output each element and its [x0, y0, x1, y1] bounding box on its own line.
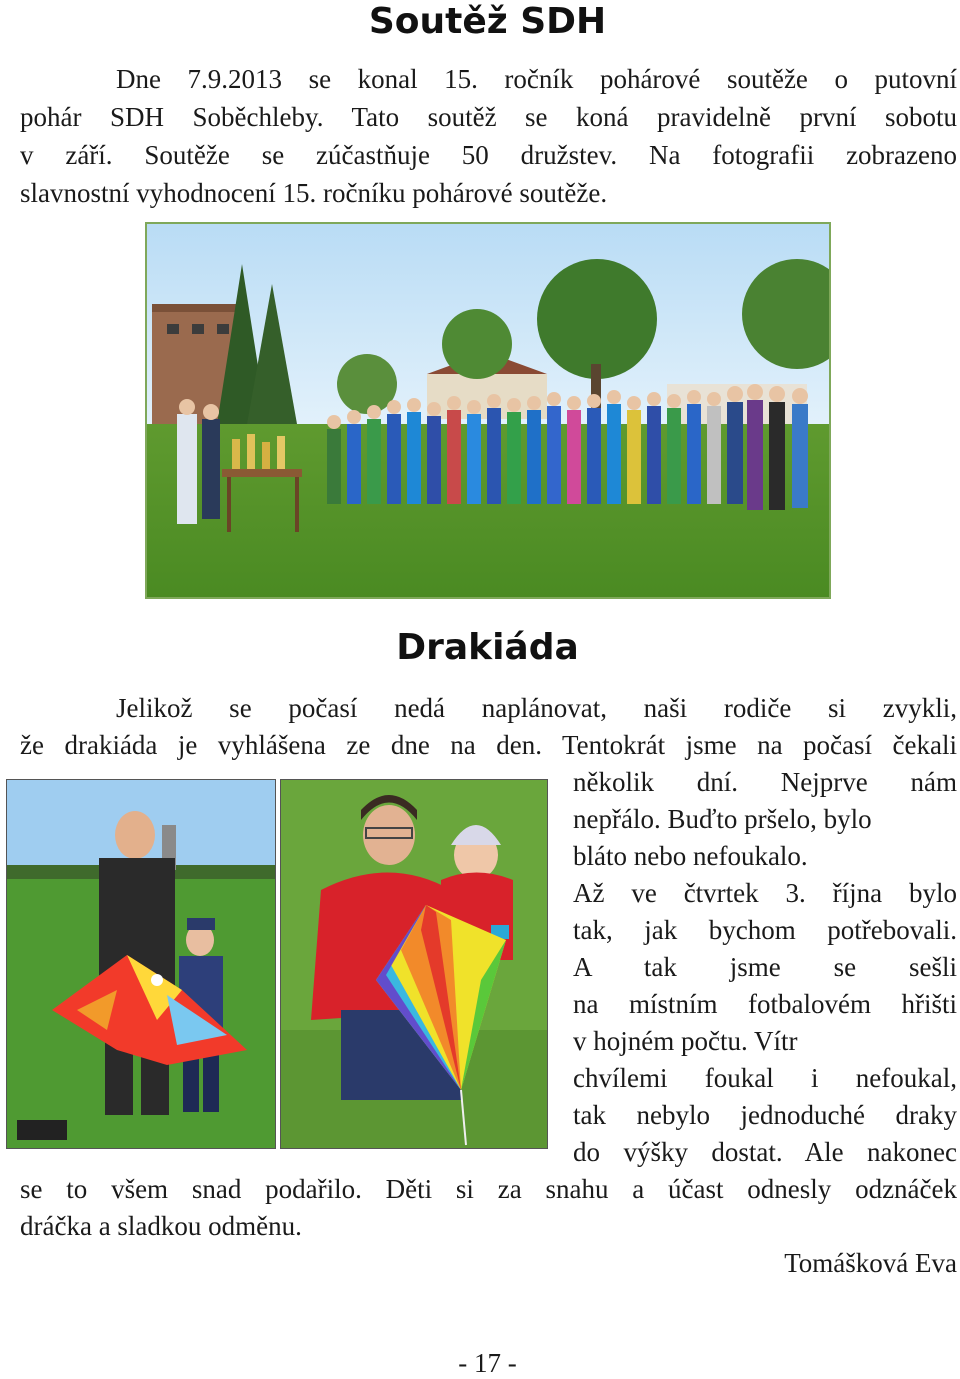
paragraph-line: pohár SDH Soběchleby. Tato soutěž se koná pravidelně první sobotu — [20, 102, 957, 132]
paragraph-line: v září. Soutěže se zúčastňuje 50 družstev. Na fotografii zobrazeno — [20, 140, 957, 170]
paragraph-line: Jelikož se počasí nedá naplánovat, naši rodiče si zvykli, — [116, 693, 957, 723]
photo-father-child-kite — [6, 779, 276, 1149]
page-number: - 17 - — [458, 1348, 517, 1378]
paragraph-line: Až ve čtvrtek 3. října bylo — [573, 878, 957, 908]
paragraph-line: Dne 7.9.2013 se konal 15. ročník pohárové soutěže o putovní — [116, 64, 957, 94]
photo-mother-child-kite-image — [281, 780, 548, 1149]
section-title-drakiada: Drakiáda — [396, 627, 579, 668]
paragraph-line: tak, jak bychom potřebovali. — [573, 915, 957, 945]
paragraph-line: tak nebylo jednoduché draky — [573, 1100, 957, 1130]
paragraph-line: že drakiáda je vyhlášena ze dne na den. Tentokrát jsme na počasí čekali — [20, 730, 957, 760]
paragraph-line: několik dní. Nejprve nám — [573, 767, 957, 797]
paragraph-line: v hojném počtu. Vítr — [573, 1026, 798, 1056]
photo-father-child-kite-image — [7, 780, 276, 1149]
paragraph-line: bláto nebo nefoukalo. — [573, 841, 808, 871]
paragraph-line: do výšky dostat. Ale nakonec — [573, 1137, 957, 1167]
paragraph-line: na místním fotbalovém hřišti — [573, 989, 957, 1019]
paragraph-line: se to všem snad podařilo. Děti si za snahu a účast odnesly odznáček — [20, 1174, 957, 1204]
paragraph-line: A tak jsme se sešli — [573, 952, 957, 982]
paragraph-line: dráčka a sladkou odměnu. — [20, 1211, 302, 1241]
paragraph-line: chvílemi foukal i nefoukal, — [573, 1063, 957, 1093]
photo-mother-child-kite — [280, 779, 548, 1149]
paragraph-line: slavnostní vyhodnocení 15. ročníku pohárové soutěže. — [20, 178, 608, 208]
author-signature: Tomášková Eva — [784, 1248, 957, 1278]
section-title-soutez: Soutěž SDH — [368, 1, 607, 42]
paragraph-line: nepřálo. Buďto pršelo, bylo — [573, 804, 872, 834]
